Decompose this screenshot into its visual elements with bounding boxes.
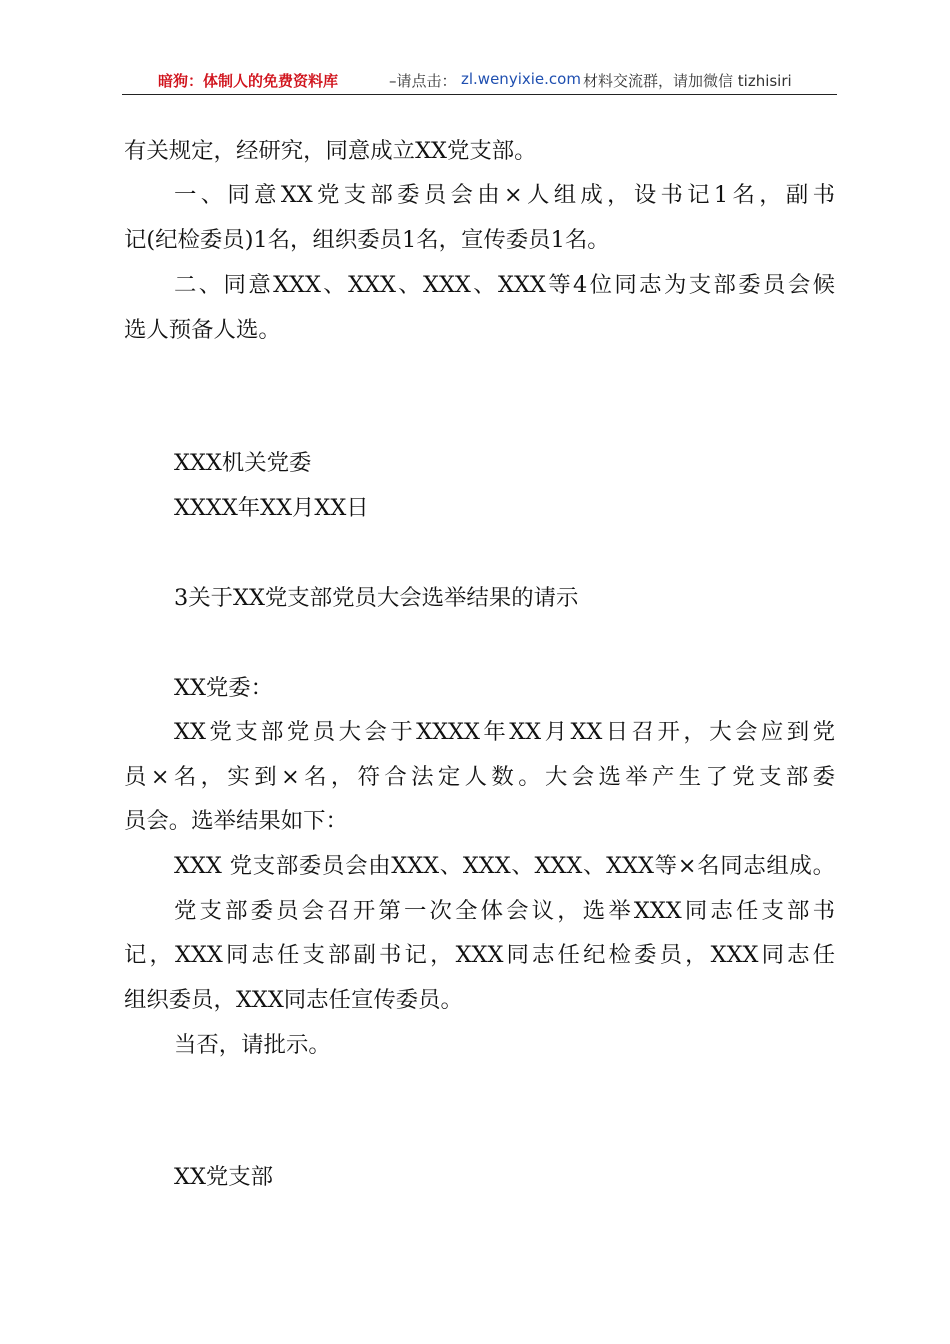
doc-line-request: 当否，请批示。 (174, 1032, 331, 1058)
doc-signature-branch: XX党支部 (174, 1164, 274, 1190)
header-url-link[interactable]: zl.wenyixie.com (461, 70, 581, 88)
doc-line-meeting-cont: 员×名，实到×名，符合法定人数。大会选举产生了党支部委 (124, 764, 835, 790)
doc-line-first-meeting: 党支部委员会召开第一次全体会议，选举XXX同志任支部书 (174, 898, 835, 924)
doc-line-roles: 记，XXX同志任支部副书记，XXX同志任纪检委员，XXX同志任 (124, 942, 835, 968)
doc-section-title: 3关于XX党支部党员大会选举结果的请示 (174, 585, 579, 611)
doc-line-results-intro: 员会。选举结果如下： (124, 808, 348, 834)
doc-line-item-one-cont: 记(纪检委员)1名，组织委员1名，宣传委员1名。 (124, 227, 610, 253)
doc-signature-org: XXX机关党委 (174, 450, 312, 476)
page-header (122, 66, 837, 95)
doc-line-roles-cont: 组织委员，XXX同志任宣传委员。 (124, 987, 463, 1013)
doc-line-committee: XXX 党支部委员会由XXX、XXX、XXX、XXX等×名同志组成。 (174, 853, 835, 879)
header-click-prompt: –请点击： (389, 72, 457, 90)
doc-signature-date: XXXX年XX月XX日 (174, 495, 369, 521)
doc-salutation: XX党委： (174, 675, 274, 701)
doc-line-item-two-cont: 选人预备人选。 (124, 317, 281, 343)
doc-line-item-two: 二、同意XXX、XXX、XXX、XXX等4位同志为支部委员会候 (174, 272, 835, 298)
header-group-note: 材料交流群，请加微信 tizhisiri (583, 72, 792, 90)
doc-line-meeting: XX党支部党员大会于XXXX年XX月XX日召开，大会应到党 (174, 719, 835, 745)
doc-line-approval: 有关规定，经研究，同意成立XX党支部。 (124, 138, 537, 164)
header-brand: 暗狗：体制人的免费资料库 (158, 72, 339, 90)
doc-line-item-one: 一、同意XX党支部委员会由×人组成，设书记1名，副书 (174, 182, 835, 208)
